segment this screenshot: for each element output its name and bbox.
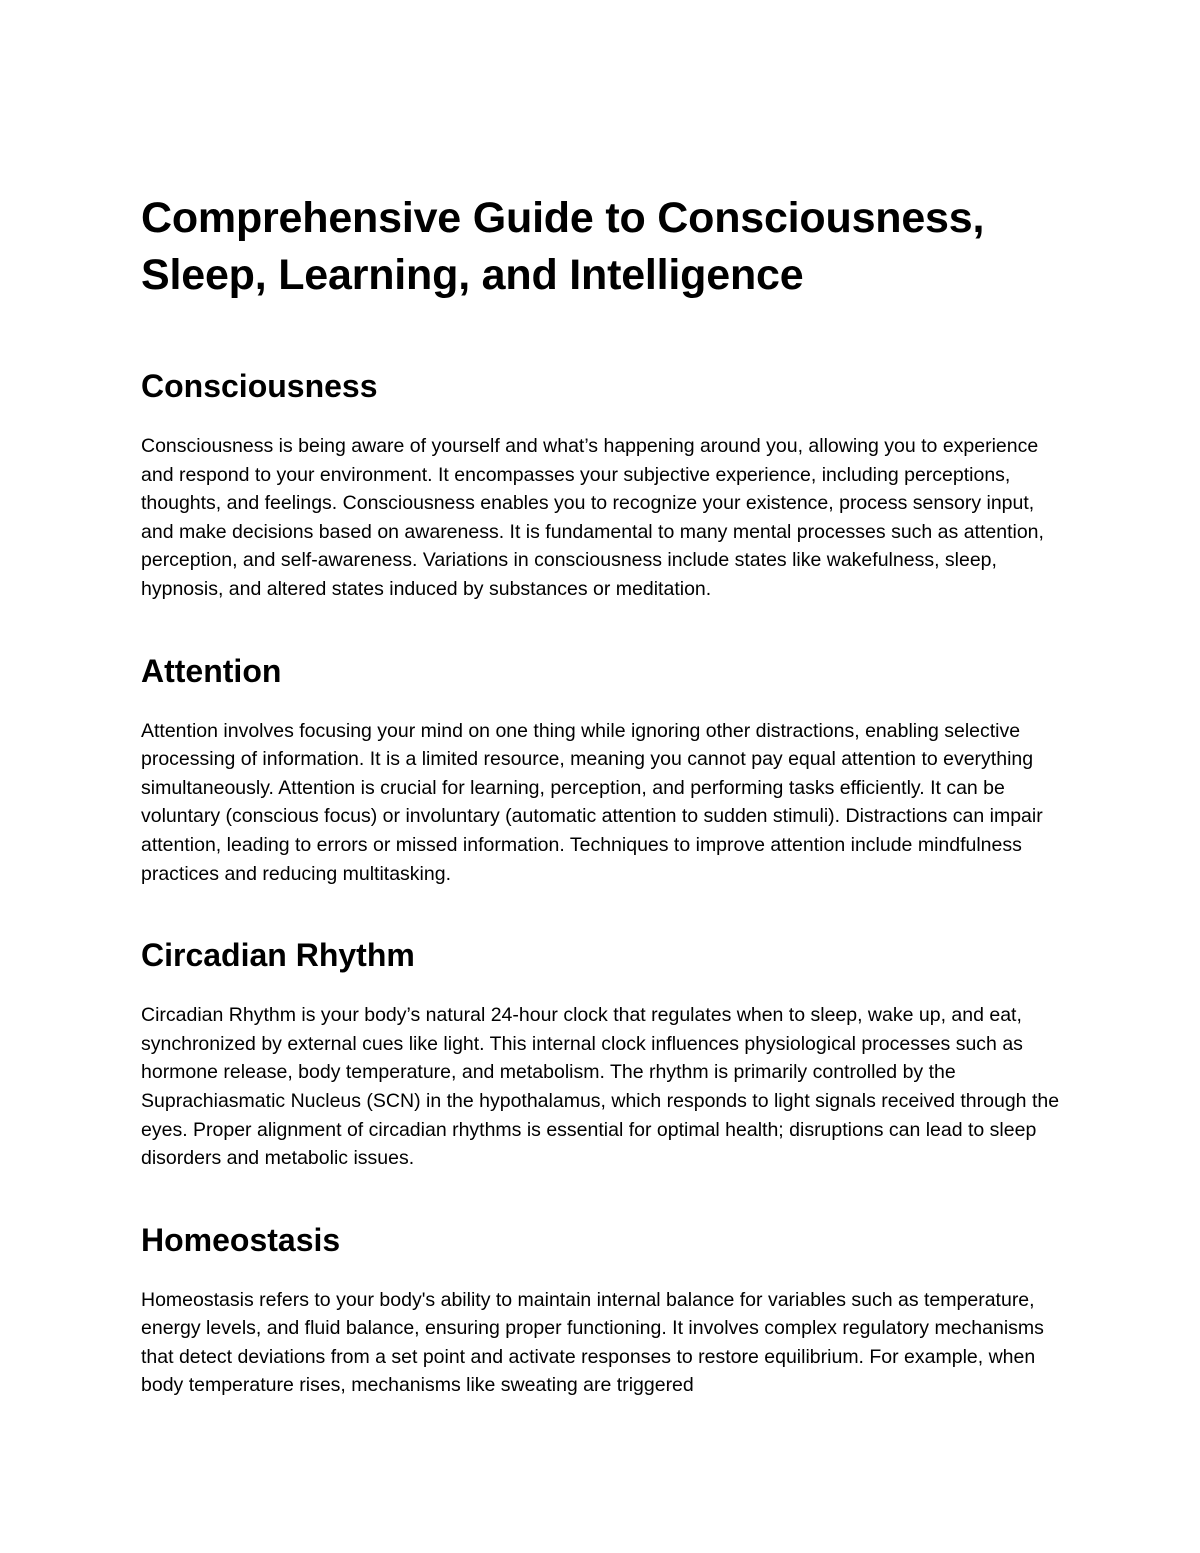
section-paragraph: Consciousness is being aware of yourself and what’s happening around you, allowing you to experience and respond to your environment. It encompasses your subjective experience, including perceptions, thoughts, and feelings. Consciousness enables you to recognize your existence, process sensory input, and make decisions based on awareness. It is fundamental to many mental processes such as attention, perception, and self-awareness. Variations in consciousness include states like wakefulness, sleep, hypnosis, and altered states induced by substances or meditation. [141,435,1044,600]
section-heading: Circadian Rhythm [141,937,415,974]
page-title: Comprehensive Guide to Consciousness, Sleep, Learning, and Intelligence [141,194,985,299]
section-homeostasis [141,1220,1066,1400]
section-heading: Consciousness [141,368,378,404]
section-attention [141,651,1066,889]
section-circadian-rhythm [141,935,1066,1173]
section-paragraph: Attention involves focusing your mind on one thing while ignoring other distractions, enabling selective processing of information. It is a limited resource, meaning you cannot pay equal attention to everything simultaneously. Attention is crucial for learning, perception, and performing tasks efficiently. It can be voluntary (conscious focus) or involuntary (automatic attention to sudden stimuli). Distractions can impair attention, leading to errors or missed information. Techniques to improve attention include mindfulness practices and reducing multitasking. [141,719,1043,885]
section-paragraph: Circadian Rhythm is your body’s natural 24-hour clock that regulates when to sleep, wake up, and eat, synchronized by external cues like light. This internal clock influences physiological processes such as hormone release, body temperature, and metabolism. The rhythm is primarily controlled by the Suprachiasmatic Nucleus (SCN) in the hypothalamus, which responds to light signals received through the eyes. Proper alignment of circadian rhythms is essential for optimal health; disruptions can lead to sleep disorders and metabolic issues. [141,1004,1060,1170]
section-heading: Attention [141,652,282,689]
section-heading: Homeostasis [141,1221,341,1258]
section-consciousness [141,366,1066,604]
section-paragraph: Homeostasis refers to your body's ability to maintain internal balance for variables such as temperature, energy levels, and fluid balance, ensuring proper functioning. It involves complex regulatory mechanisms that detect deviations from a set point and activate responses to restore equilibrium. For example, when body temperature rises, mechanisms like sweating are triggered [141,1288,1044,1397]
document-content [141,190,1066,1447]
